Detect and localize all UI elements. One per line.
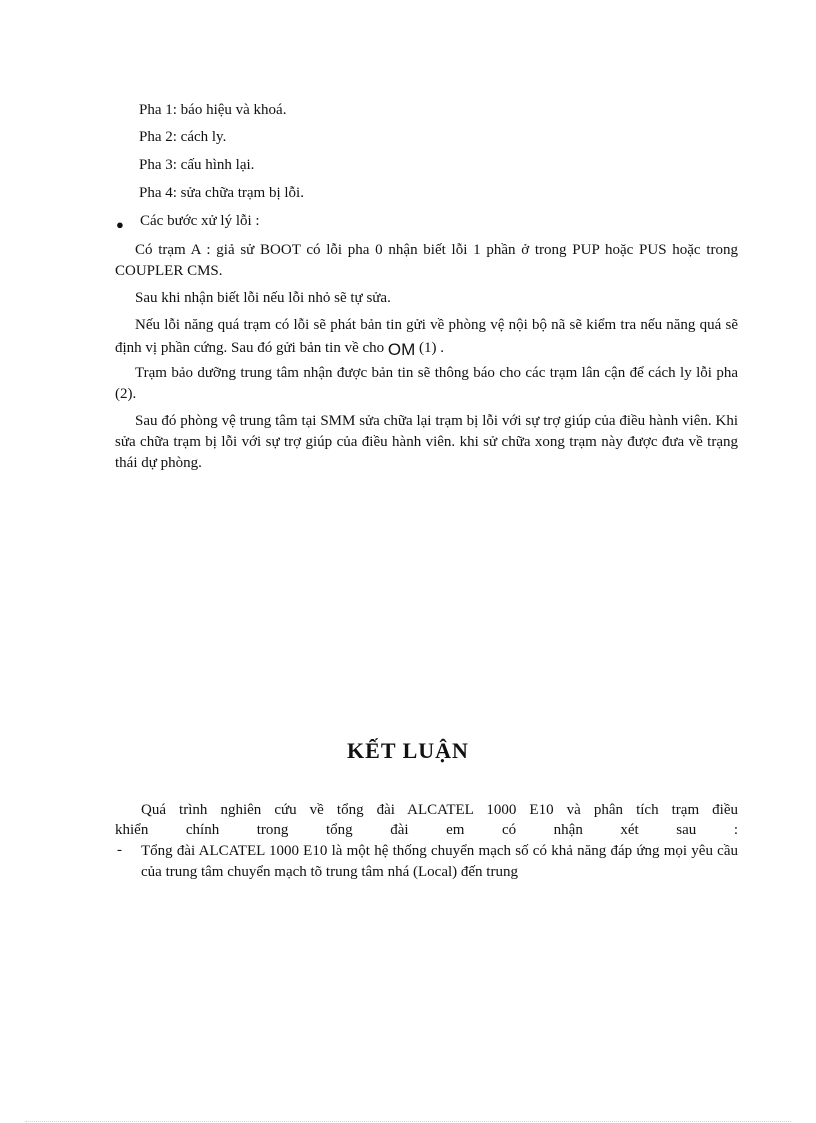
paragraph-text: Có trạm A : giả sử BOOT có lỗi pha 0 nhận biết lỗi 1 phần ở trong PUP hoặc PUS hoặc trong COUPLER CMS. bbox=[115, 242, 738, 279]
conclusion-intro-line-1: Quá trình nghiên cứu về tổng đài ALCATEL 1000 E10 và phân tích trạm điều bbox=[141, 802, 738, 818]
page-bottom-divider bbox=[25, 1121, 791, 1122]
phase-2: Pha 2: cách ly. bbox=[139, 129, 227, 145]
bullet-icon: ● bbox=[116, 217, 124, 232]
bullet-heading: Các bước xử lý lỗi : bbox=[140, 213, 260, 229]
phase-3: Pha 3: cấu hình lại. bbox=[139, 157, 255, 173]
paragraph-serious-error bbox=[115, 315, 738, 359]
paragraph-text: Sau khi nhận biết lỗi nếu lỗi nhỏ sẽ tự sửa. bbox=[135, 290, 391, 306]
list-dash: - bbox=[117, 842, 122, 858]
om-label: OM bbox=[387, 340, 416, 359]
paragraph-maintenance-center bbox=[115, 363, 738, 405]
phase-4: Pha 4: sửa chữa trạm bị lỗi. bbox=[139, 185, 304, 201]
paragraph-boot-error bbox=[115, 240, 738, 282]
paragraph-self-repair bbox=[115, 288, 738, 309]
conclusion-intro-line-2: khiển chính trong tổng đài em có nhận xét sau : bbox=[115, 822, 738, 838]
conclusion-item-1: Tổng đài ALCATEL 1000 E10 là một hệ thống chuyển mạch số có khả năng đáp ứng mọi yêu cầu của trung tâm chuyển mạch tõ trung tâm nhá (Local) đến trung bbox=[141, 843, 738, 880]
conclusion-title: KẾT LUẬN bbox=[347, 738, 469, 763]
paragraph-text: Sau đó phòng vệ trung tâm tại SMM sửa chữa lại trạm bị lỗi với sự trợ giúp của điều hành viên. Khi sửa chữa trạm bị lỗi với sự trợ giúp của điều hành viên. khi sử chữa xong trạm này được đưa về trạng thái dự phòng. bbox=[115, 413, 738, 471]
paragraph-smm-repair bbox=[115, 411, 738, 474]
paragraph-text: Nếu lỗi năng quá trạm có lỗi sẽ phát bản tin gửi về phòng vệ nội bộ nã sẽ kiểm tra nếu năng quá sẽ định vị phần cứng. Sau đó gửi bản tin về cho bbox=[115, 317, 738, 356]
conclusion-intro bbox=[115, 800, 738, 840]
phase-1: Pha 1: báo hiệu và khoá. bbox=[139, 102, 287, 118]
paragraph-text-end: (1) . bbox=[419, 340, 445, 356]
paragraph-text: Trạm bảo dưỡng trung tâm nhận được bản tin sẽ thông báo cho các trạm lân cận để cách ly lỗi pha (2). bbox=[115, 365, 738, 402]
